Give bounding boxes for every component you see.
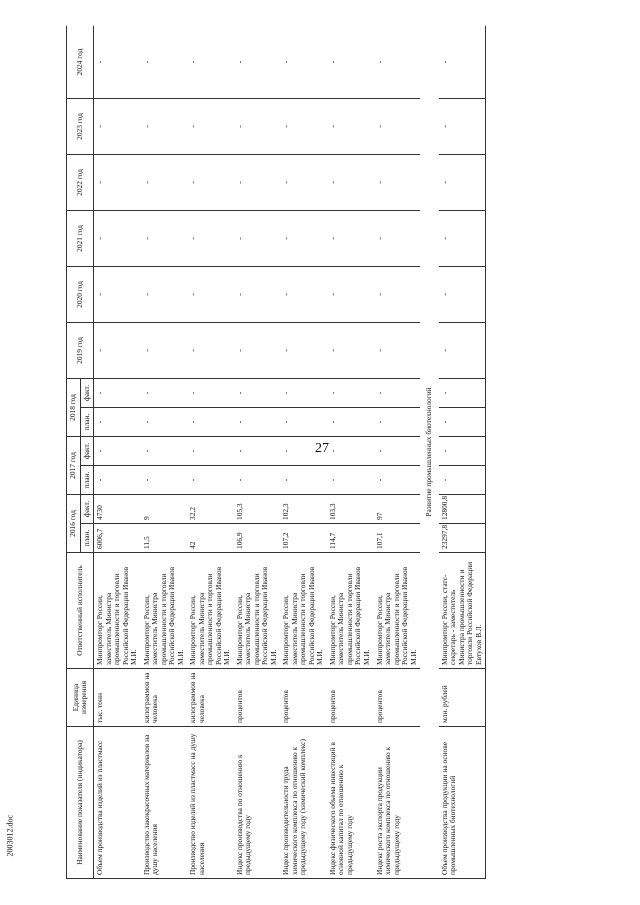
- col-2019: 2019 год: [67, 323, 94, 379]
- table-row: [234, 26, 281, 879]
- plan-2017-cell: -: [374, 466, 421, 495]
- value-2022-cell: -: [94, 155, 141, 211]
- plan-2017-cell: -: [280, 466, 327, 495]
- plan-2017-cell: -: [94, 466, 141, 495]
- executor-cell: Минпромторг России, статс-секретарь - заместитель Министра промышленности и торговли Российской Федерации Евтухов В.Л.: [439, 553, 486, 669]
- plan-2016-cell: 107,2: [280, 524, 327, 553]
- executor-cell: Минпромторг России, заместитель Министра промышленности и торговли Российской Федерации Иванов М.И.: [374, 553, 421, 669]
- fact-2016-cell: 4730: [94, 495, 141, 524]
- col-2017-fact: факт.: [80, 437, 94, 466]
- section-row: [420, 26, 439, 879]
- value-2023-cell: -: [141, 99, 188, 155]
- executor-cell: Минпромторг России, заместитель Министра промышленности и торговли Российской Федерации Иванов М.И.: [327, 553, 374, 669]
- fact-2017-cell: -: [234, 437, 281, 466]
- value-2022-cell: -: [374, 155, 421, 211]
- unit-cell: процентов: [374, 669, 421, 727]
- plan-2017-cell: -: [439, 466, 486, 495]
- unit-cell: тыс. тонн: [94, 669, 141, 727]
- value-2024-cell: -: [439, 26, 486, 99]
- table-row: [374, 26, 421, 879]
- col-2018-plan: план.: [80, 408, 94, 437]
- value-2022-cell: -: [280, 155, 327, 211]
- executor-cell: Минпромторг России, заместитель Министра промышленности и торговли Российской Федерации Иванов М.И.: [234, 553, 281, 669]
- rotated-table-content: [66, 26, 640, 879]
- col-2018-fact: факт.: [80, 379, 94, 408]
- table-row: [94, 26, 141, 879]
- value-2022-cell: -: [141, 155, 188, 211]
- plan-2016-cell: 6006,7: [94, 524, 141, 553]
- value-2022-cell: -: [327, 155, 374, 211]
- executor-cell: Минпромторг России, заместитель Министра промышленности и торговли Российской Федерации Иванов М.И.: [94, 553, 141, 669]
- value-2023-cell: -: [234, 99, 281, 155]
- value-2020-cell: -: [327, 267, 374, 323]
- unit-cell: процентов: [234, 669, 281, 727]
- indicator-cell: Производство лакокрасочных материалов на душу населения: [141, 727, 188, 879]
- indicator-cell: Объем производства продукции на основе промышленных биотехнологий: [439, 727, 486, 879]
- plan-2016-cell: 23297,8: [439, 524, 486, 553]
- fact-2016-cell: 97: [374, 495, 421, 524]
- col-2023: 2023 год: [67, 99, 94, 155]
- value-2024-cell: -: [280, 26, 327, 99]
- col-unit: Единица измерения: [67, 669, 94, 727]
- fact-2016-cell: 103,3: [327, 495, 374, 524]
- plan-2018-cell: -: [439, 408, 486, 437]
- fact-2017-cell: -: [374, 437, 421, 466]
- plan-2016-cell: 107,1: [374, 524, 421, 553]
- value-2022-cell: -: [187, 155, 234, 211]
- fact-2016-cell: 9: [141, 495, 188, 524]
- value-2021-cell: -: [327, 211, 374, 267]
- plan-2016-cell: 106,9: [234, 524, 281, 553]
- section-title: Развитие промышленных биотехнологий: [420, 26, 439, 879]
- value-2021-cell: -: [94, 211, 141, 267]
- unit-cell: процентов: [280, 669, 327, 727]
- col-2016-plan: план.: [80, 524, 94, 553]
- col-2017: 2017 год: [67, 437, 81, 495]
- unit-cell: процентов: [327, 669, 374, 727]
- fact-2017-cell: -: [187, 437, 234, 466]
- value-2024-cell: -: [327, 26, 374, 99]
- indicator-cell: Объем производства изделий из пластмасс: [94, 727, 141, 879]
- value-2019-cell: -: [374, 323, 421, 379]
- plan-2018-cell: -: [234, 408, 281, 437]
- value-2020-cell: -: [234, 267, 281, 323]
- value-2019-cell: -: [327, 323, 374, 379]
- page-number: 27: [315, 441, 329, 456]
- col-2024: 2024 год: [67, 26, 94, 99]
- value-2019-cell: -: [187, 323, 234, 379]
- value-2019-cell: -: [141, 323, 188, 379]
- executor-cell: Минпромторг России, заместитель Министра промышленности и торговли Российской Федерации Иванов М.И.: [187, 553, 234, 669]
- value-2020-cell: -: [141, 267, 188, 323]
- value-2021-cell: -: [141, 211, 188, 267]
- value-2023-cell: -: [439, 99, 486, 155]
- value-2023-cell: -: [187, 99, 234, 155]
- value-2019-cell: -: [234, 323, 281, 379]
- plan-2018-cell: -: [374, 408, 421, 437]
- table-row: [439, 26, 486, 879]
- value-2023-cell: -: [94, 99, 141, 155]
- value-2021-cell: -: [234, 211, 281, 267]
- plan-2018-cell: -: [280, 408, 327, 437]
- value-2024-cell: -: [94, 26, 141, 99]
- col-2018: 2018 год: [67, 379, 81, 437]
- fact-2016-cell: 105,3: [234, 495, 281, 524]
- plan-2018-cell: -: [187, 408, 234, 437]
- rotated-table-frame: [66, 26, 640, 879]
- value-2021-cell: -: [280, 211, 327, 267]
- indicator-cell: Производство изделий из пластмасс на душу населения: [187, 727, 234, 879]
- value-2019-cell: -: [280, 323, 327, 379]
- fact-2017-cell: -: [327, 437, 374, 466]
- fact-2018-cell: -: [374, 379, 421, 408]
- fact-2018-cell: -: [280, 379, 327, 408]
- indicator-cell: Индекс производства по отношению к предыдущему году: [234, 727, 281, 879]
- value-2020-cell: -: [374, 267, 421, 323]
- fact-2017-cell: -: [439, 437, 486, 466]
- value-2020-cell: -: [94, 267, 141, 323]
- col-2017-plan: план.: [80, 466, 94, 495]
- value-2020-cell: -: [187, 267, 234, 323]
- table-row: [327, 26, 374, 879]
- unit-cell: млн. рублей: [439, 669, 486, 727]
- plan-2016-cell: 42: [187, 524, 234, 553]
- plan-2017-cell: -: [141, 466, 188, 495]
- plan-2017-cell: -: [327, 466, 374, 495]
- fact-2018-cell: -: [327, 379, 374, 408]
- indicator-cell: Индекс физического объема инвестиций в основной капитал по отношению к предыдущему году: [327, 727, 374, 879]
- value-2024-cell: -: [234, 26, 281, 99]
- value-2023-cell: -: [280, 99, 327, 155]
- fact-2017-cell: -: [94, 437, 141, 466]
- indicator-cell: Индекс роста экспорта продукции химического комплекса по отношению к предыдущему году: [374, 727, 421, 879]
- indicators-table: [66, 26, 486, 879]
- value-2019-cell: -: [439, 323, 486, 379]
- col-2021: 2021 год: [67, 211, 94, 267]
- fact-2018-cell: -: [94, 379, 141, 408]
- value-2020-cell: -: [439, 267, 486, 323]
- plan-2016-cell: 114,7: [327, 524, 374, 553]
- unit-cell: килограммов на человека: [187, 669, 234, 727]
- fact-2016-cell: 12800,8: [439, 495, 486, 524]
- table-body: [94, 26, 486, 879]
- fact-2018-cell: -: [141, 379, 188, 408]
- executor-cell: Минпромторг России, заместитель Министра промышленности и торговли Российской Федерации Иванов М.И.: [280, 553, 327, 669]
- plan-2017-cell: -: [234, 466, 281, 495]
- plan-2018-cell: -: [327, 408, 374, 437]
- col-2022: 2022 год: [67, 155, 94, 211]
- table-row: [141, 26, 188, 879]
- plan-2018-cell: -: [94, 408, 141, 437]
- value-2019-cell: -: [94, 323, 141, 379]
- fact-2016-cell: 32,2: [187, 495, 234, 524]
- value-2024-cell: -: [141, 26, 188, 99]
- table-row: [187, 26, 234, 879]
- plan-2018-cell: -: [141, 408, 188, 437]
- col-2020: 2020 год: [67, 267, 94, 323]
- value-2022-cell: -: [234, 155, 281, 211]
- value-2023-cell: -: [374, 99, 421, 155]
- plan-2016-cell: 11,5: [141, 524, 188, 553]
- executor-cell: Минпромторг России, заместитель Министра промышленности и торговли Российской Федерации Иванов М.И.: [141, 553, 188, 669]
- value-2024-cell: -: [374, 26, 421, 99]
- value-2021-cell: -: [187, 211, 234, 267]
- fact-2018-cell: -: [187, 379, 234, 408]
- col-executor: Ответственный исполнитель: [67, 553, 94, 669]
- value-2024-cell: -: [187, 26, 234, 99]
- value-2020-cell: -: [280, 267, 327, 323]
- unit-cell: килограммов на человека: [141, 669, 188, 727]
- col-2016: 2016 год: [67, 495, 81, 553]
- value-2021-cell: -: [439, 211, 486, 267]
- value-2021-cell: -: [374, 211, 421, 267]
- file-name: 2003012.doc: [5, 814, 15, 857]
- plan-2017-cell: -: [187, 466, 234, 495]
- table-row: [280, 26, 327, 879]
- fact-2017-cell: -: [141, 437, 188, 466]
- col-2016-fact: факт.: [80, 495, 94, 524]
- fact-2018-cell: -: [234, 379, 281, 408]
- value-2022-cell: -: [439, 155, 486, 211]
- value-2023-cell: -: [327, 99, 374, 155]
- fact-2016-cell: 102,3: [280, 495, 327, 524]
- indicator-cell: Индекс производительности труда химического комплекса по отношению к предыдущему году (химический комплекс): [280, 727, 327, 879]
- fact-2018-cell: -: [439, 379, 486, 408]
- col-indicator: Наименование показателя (индикатора): [67, 727, 94, 879]
- fact-2017-cell: -: [280, 437, 327, 466]
